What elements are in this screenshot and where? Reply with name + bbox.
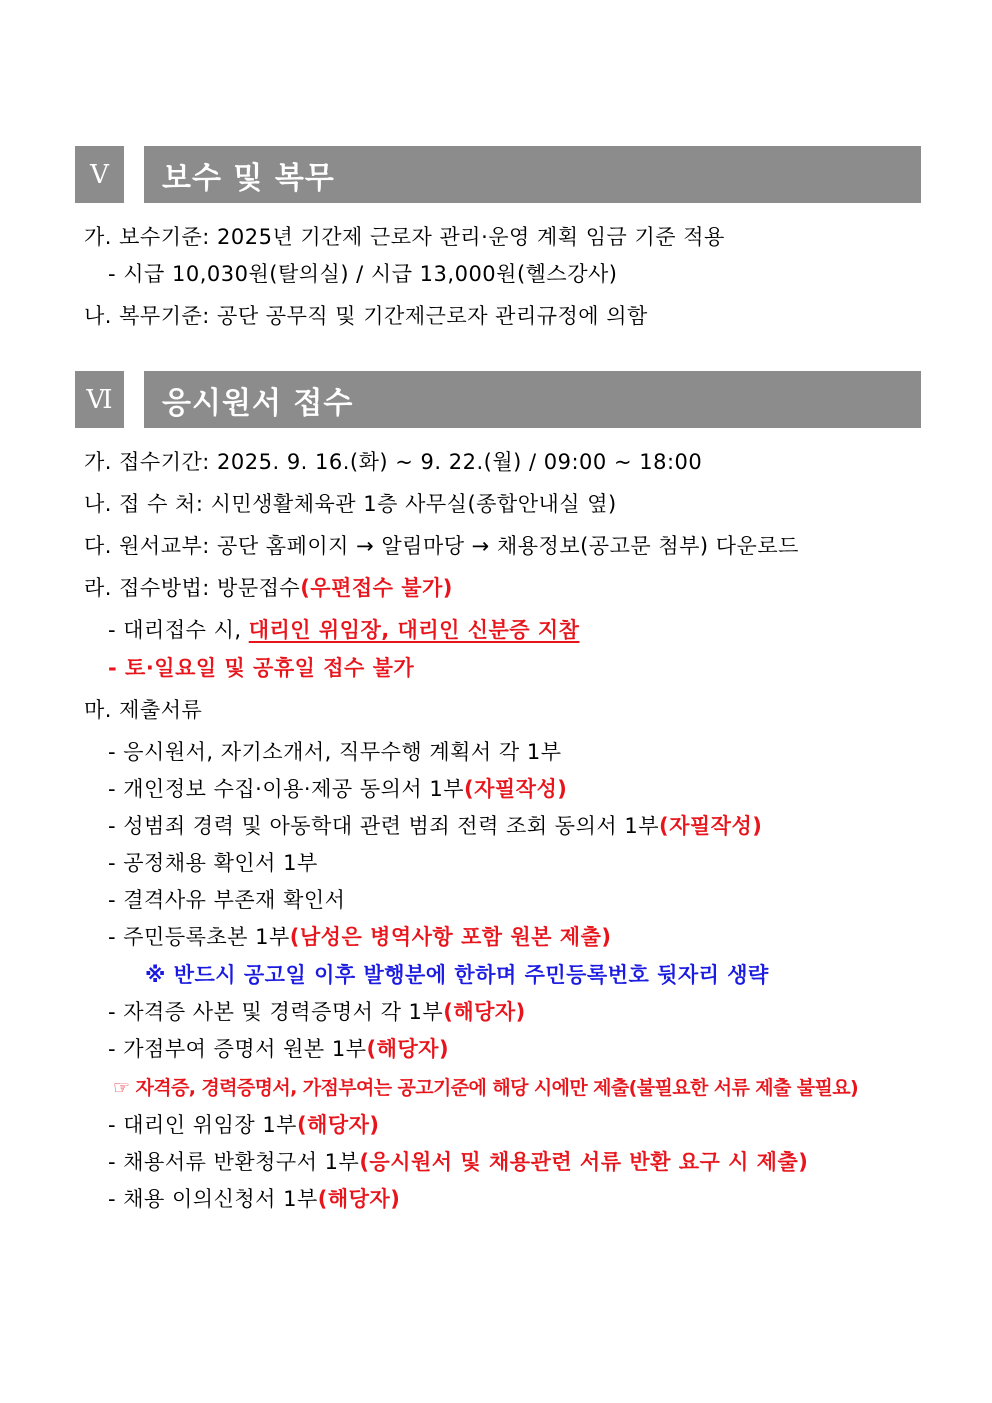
doc-text: - 자격증 사본 및 경력증명서 각 1부 [108,1000,444,1024]
doc-item [108,1034,449,1064]
application-period: 가. 접수기간: 2025. 9. 16.(화) ~ 9. 22.(월) / 09:00 ~ 18:00 [84,450,703,474]
method-text: 라. 접수방법: 방문접수 [84,576,301,600]
doc-item: - 응시원서, 자기소개서, 직무수행 계획서 각 1부 [108,740,562,764]
proxy-application [108,615,579,645]
doc-item [108,1184,400,1214]
application-method [84,573,453,603]
doc-item: - 결격사유 부존재 확인서 [108,888,346,912]
doc-text: - 성범죄 경력 및 아동학대 관련 범죄 전력 조회 동의서 1부 [108,814,659,838]
section-6-number: Ⅵ [75,371,124,428]
weekend-notice: - 토·일요일 및 공휴일 접수 불가 [108,656,415,680]
doc-text: - 주민등록초본 1부 [108,925,290,949]
section-6-header [75,371,921,428]
doc-note: (응시원서 및 채용관련 서류 반환 요구 시 제출) [359,1150,809,1174]
doc-item [108,1110,380,1140]
service-standard: 나. 복무기준: 공단 공무직 및 기간제근로자 관리규정에 의함 [84,304,648,328]
method-note: (우편접수 불가) [300,576,453,600]
doc-item [108,1147,808,1177]
doc-note: (자필작성) [658,814,763,838]
section-6-title: 응시원서 접수 [144,371,921,428]
submission-note: ☞ 자격증, 경력증명서, 가점부여는 공고기준에 해당 시에만 제출(불필요한 서류 제출 불필요) [113,1077,859,1099]
doc-note: (해당자) [366,1037,450,1061]
doc-note: (자필작성) [464,777,568,801]
proxy-text: - 대리접수 시, [108,618,249,642]
form-distribution: 다. 원서교부: 공단 홈페이지 → 알림마당 → 채용정보(공고문 첨부) 다운로드 [84,534,799,558]
documents-title: 마. 제출서류 [84,698,203,722]
hourly-wage: - 시급 10,030원(탈의실) / 시급 13,000원(헬스강사) [108,262,618,286]
doc-text: - 개인정보 수집·이용·제공 동의서 1부 [108,777,464,801]
section-5-title: 보수 및 복무 [144,146,921,203]
doc-item [108,922,611,952]
doc-item: - 공정채용 확인서 1부 [108,851,318,875]
doc-note: (해당자) [317,1187,401,1211]
doc-item [108,774,567,804]
section-5-number: Ⅴ [75,146,124,203]
doc-text: - 채용서류 반환청구서 1부 [108,1150,360,1174]
doc-note: (남성은 병역사항 포함 원본 제출) [289,925,612,949]
doc-note: (해당자) [443,1000,526,1024]
doc-item [108,811,762,841]
pay-standard: 가. 보수기준: 2025년 기간제 근로자 관리·운영 계획 임금 기준 적용 [84,225,725,249]
proxy-requirement: 대리인 위임장, 대리인 신분증 지참 [248,618,580,642]
section-5-header [75,146,921,203]
doc-item [108,997,526,1027]
doc-text: - 가점부여 증명서 원본 1부 [108,1037,367,1061]
doc-text: - 채용 이의신청서 1부 [108,1187,318,1211]
doc-note: (해당자) [296,1113,380,1137]
resident-number-note: ※ 반드시 공고일 이후 발행분에 한하며 주민등록번호 뒷자리 생략 [145,963,769,987]
application-place: 나. 접 수 처: 시민생활체육관 1층 사무실(종합안내실 옆) [84,492,617,516]
doc-text: - 대리인 위임장 1부 [108,1113,297,1137]
